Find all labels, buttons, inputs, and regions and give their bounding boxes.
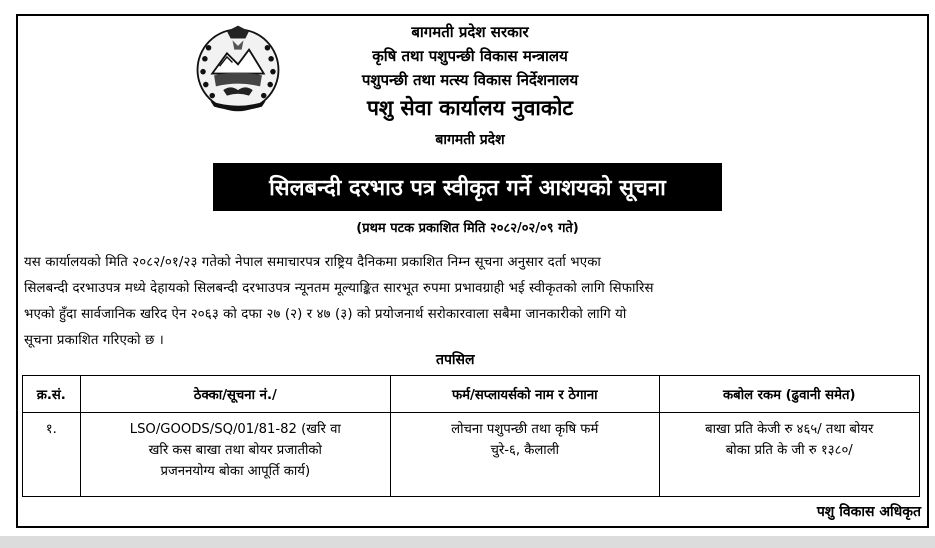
first-published-date: (प्रथम पटक प्रकाशित मिति २०८२/०२/०९ गते)	[356, 221, 579, 236]
signature-title: पशु विकास अधिकृत	[816, 504, 921, 520]
firm-line: चुरे-६, कैलाली	[490, 443, 560, 458]
table-row	[23, 413, 920, 497]
serial-number-text: १.	[45, 422, 57, 437]
contract-line: प्रजननयोग्य बोका आपूर्ति कार्य)	[160, 464, 311, 479]
bid-table	[22, 375, 920, 497]
notice-body-line: भएको हुँदा सार्वजानिक खरिद ऐन २०६३ को दफा २७ (२) र ४७ (३) को प्रयोजनार्थ सरोकारवाला सबैमा जानकारीको लागि यो	[24, 307, 627, 322]
cell-serial-number	[23, 413, 81, 497]
header-office: पशु सेवा कार्यालय नुवाकोट	[367, 96, 573, 120]
header-province: बागमती प्रदेश	[435, 132, 505, 148]
firm-line: लोचना पशुपन्छी तथा कृषि फर्म	[451, 422, 599, 437]
cell-bid-amount	[659, 413, 919, 497]
header-directorate: पशुपन्छी तथा मत्स्य विकास निर्देशनालय	[361, 71, 579, 89]
header-ministry: कृषि तथा पशुपन्छी विकास मन्त्रालय	[372, 47, 568, 65]
header-contract-number: ठेक्का/सूचना नं./	[80, 376, 390, 413]
notice-body-line: सूचना प्रकाशित गरिएको छ ।	[24, 333, 164, 348]
notice-body-line: यस कार्यालयको मिति २०८२/०१/२३ गतेको नेपाल समाचारपत्र राष्ट्रिय दैनिकमा प्रकाशित निम्न सूचना अनुसार दर्ता भएका	[24, 255, 601, 270]
government-emblem-icon	[192, 22, 284, 114]
header-firm-name: फर्म/सप्लायर्सको नाम र ठेगाना	[391, 376, 660, 413]
contract-line: LSO/GOODS/SQ/01/81-82 (खरि वा	[129, 422, 341, 437]
header-government: बागमती प्रदेश सरकार	[411, 23, 529, 41]
header-bid-amount: कबोल रकम (ढुवानी समेत)	[659, 376, 919, 413]
header-serial-number: क्र.सं.	[23, 376, 81, 413]
contract-line: खरि कस बाखा तथा बोयर प्रजातीको	[148, 443, 322, 458]
schedule-label: तपसिल	[436, 352, 475, 368]
cell-contract-number	[80, 413, 390, 497]
cell-firm-name	[391, 413, 660, 497]
notice-title: सिलबन्दी दरभाउ पत्र स्वीकृत गर्ने आशयको सूचना	[213, 163, 722, 211]
page-bottom-band	[0, 536, 935, 548]
table-header-row	[23, 376, 920, 413]
notice-body-line: सिलबन्दी दरभाउपत्र मध्ये देहायको सिलबन्दी दरभाउपत्र न्यूनतम मूल्याङ्कित सारभूत रुपमा प्रभावग्राही भई स्वीकृतको लागि सिफारिस	[24, 281, 654, 296]
bid-line: बोका प्रति के जी रु १३८०/	[725, 443, 853, 458]
bid-line: बाखा प्रति केजी रु ४६५/ तथा बोयर	[705, 422, 874, 437]
